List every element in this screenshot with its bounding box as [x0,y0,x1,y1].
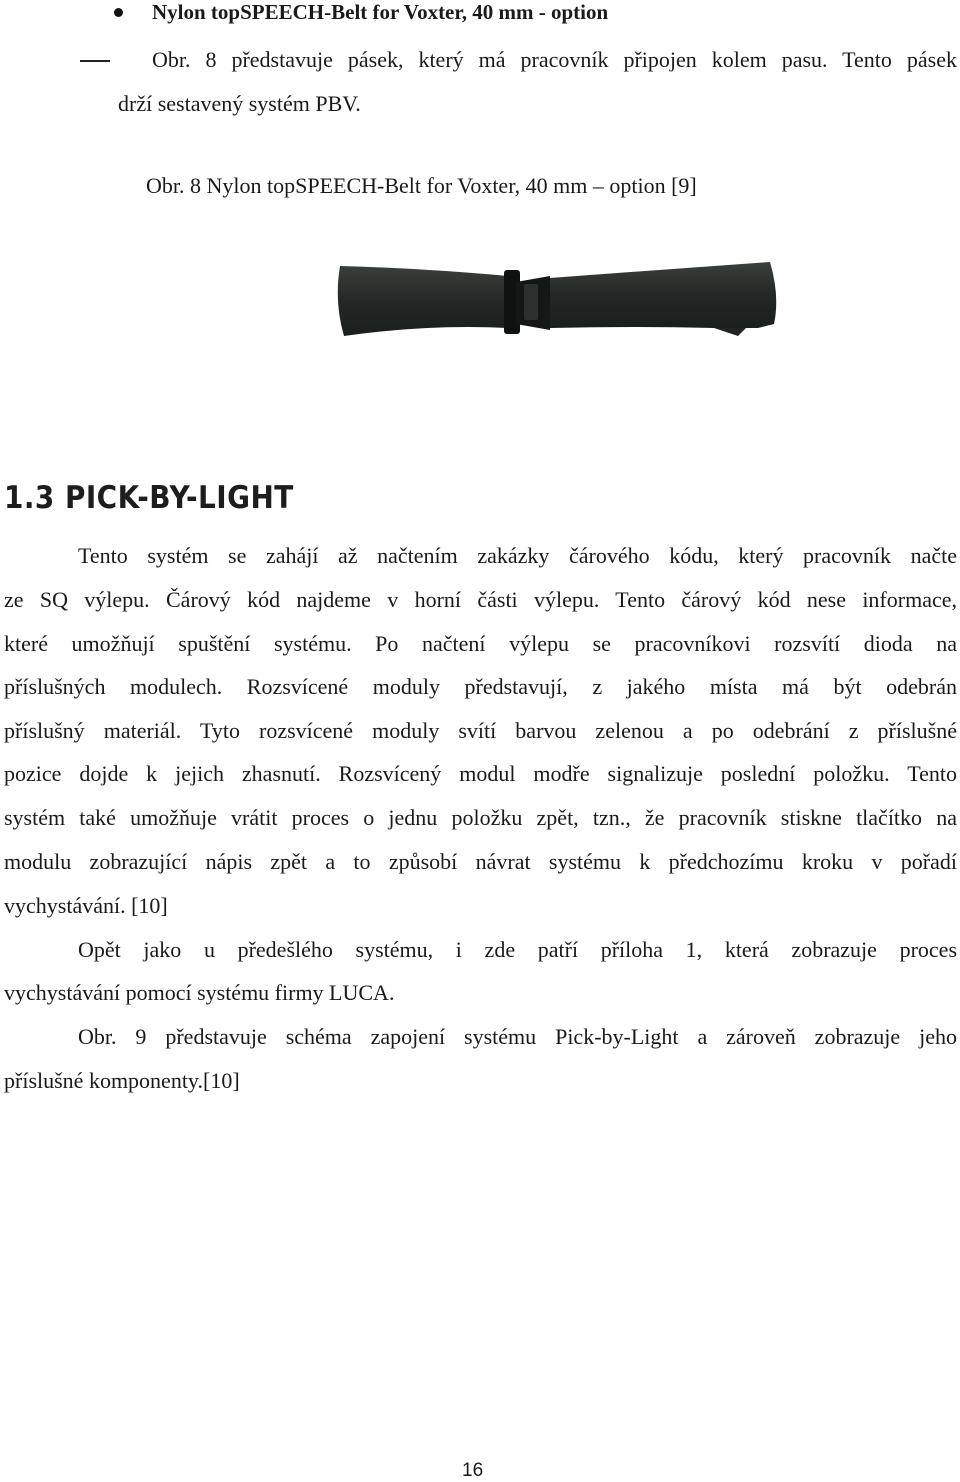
paragraph-1-line-3: které umožňují spuštění systému. Po načtení výlepu se pracovníkovi rozsvítí dioda na [4,631,957,656]
paragraph-1-line-9: vychystávání. [10] [4,893,168,918]
dash-item-line-2: drží sestavený systém PBV. [118,91,361,116]
paragraph-1-line-5: příslušný materiál. Tyto rozsvícené moduly svítí barvou zelenou a po odebrání z příslušné [4,718,957,743]
paragraph-2-line-1: Opět jako u předešlého systému, i zde patří příloha 1, která zobrazuje proces [78,937,957,962]
belt-image [318,224,798,384]
paragraph-1-line-6: pozice dojde k jejich zhasnutí. Rozsvícený modul modře signalizuje poslední položku. Tento [4,761,957,786]
paragraph-1-line-2: ze SQ výlepu. Čárový kód najdeme v horní části výlepu. Tento čárový kód nese informace, [4,587,957,612]
dash-marker [80,60,110,62]
paragraph-1-line-7: systém také umožňuje vrátit proces o jednu položku zpět, tzn., že pracovník stiskne tlačítko na [4,805,957,830]
section-heading: 1.3 PICK-BY-LIGHT [4,480,294,516]
dash-item-line-1: Obr. 8 představuje pásek, který má pracovník připojen kolem pasu. Tento pásek [152,47,957,72]
bullet-dot [114,8,123,17]
paragraph-1-line-8: modulu zobrazující nápis zpět a to způsobí návrat systému k předchozímu kroku v pořadí [4,849,957,874]
paragraph-1-line-1: Tento systém se zahájí až načtením zakázky čárového kódu, který pracovník načte [78,543,957,568]
figure-caption: Obr. 8 Nylon topSPEECH-Belt for Voxter, 40 mm – option [9] [146,173,697,198]
paragraph-3-line-2: příslušné komponenty.[10] [4,1068,240,1093]
paragraph-2-line-2: vychystávání pomocí systému firmy LUCA. [4,980,395,1005]
bullet-item-text: Nylon topSPEECH-Belt for Voxter, 40 mm - option [152,0,609,24]
paragraph-3-line-1: Obr. 9 představuje schéma zapojení systému Pick-by-Light a zároveň zobrazuje jeho [78,1024,957,1049]
paragraph-1-line-4: příslušných modulech. Rozsvícené moduly představují, z jakého místa má být odebrán [4,674,957,699]
page-number: 16 [462,1460,484,1481]
